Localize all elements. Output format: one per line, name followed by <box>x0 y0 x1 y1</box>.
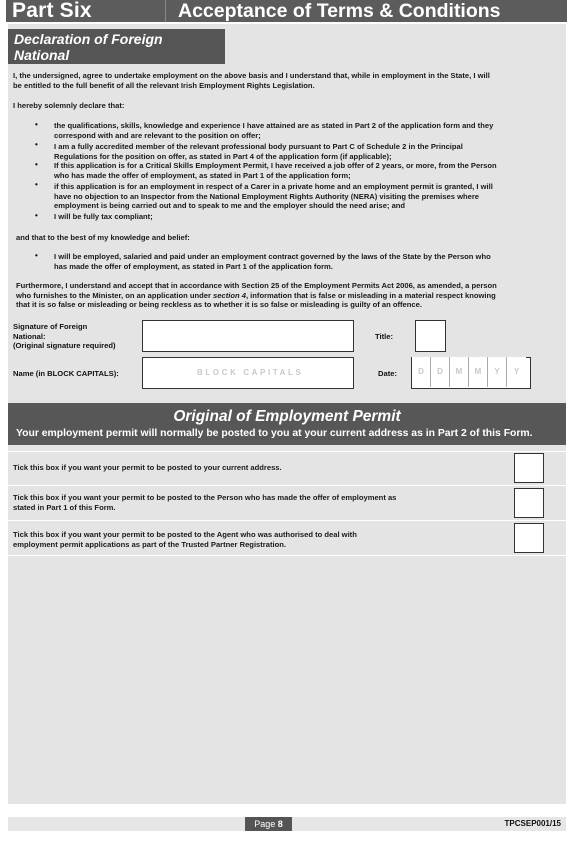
signature-label-line: Signature of Foreign <box>13 322 88 331</box>
further-emphasis: section 4 <box>213 290 246 300</box>
page-word: Page <box>254 819 276 829</box>
further-text: , information that is false or misleading in a material respect knowing <box>245 290 496 300</box>
signature-field[interactable] <box>142 320 354 352</box>
bullet-marker: • <box>35 120 38 129</box>
declaration-intro <box>13 71 490 90</box>
bullet-marker: • <box>35 211 38 220</box>
permit-option-checkbox-employer[interactable] <box>514 488 544 518</box>
divider <box>8 485 566 486</box>
intro-line: be entitled to the full benefit of all the relevant Irish Employment Rights Legislation. <box>13 80 315 90</box>
bullet-line: I will be employed, salaried and paid under an employment contract governed by the laws of the State by the Person who <box>54 252 491 261</box>
page-number <box>245 817 292 831</box>
permit-option-text: Tick this box if you want your permit to be posted to your current address. <box>13 463 282 472</box>
signature-label <box>13 322 116 351</box>
bullet-line: have no objection to an Inspector from the National Employment Rights Authority (NERA) visiting the premises where <box>54 191 480 201</box>
name-placeholder: BLOCK CAPITALS <box>197 368 304 377</box>
title-field[interactable] <box>415 320 446 352</box>
bullet-line: has made the offer of employment, as stated in Part 1 of the application form. <box>54 261 333 271</box>
bullet-line: who has made the offer of employment, as stated in Part 1 of the application form; <box>54 170 351 180</box>
bullet-marker: • <box>35 140 38 149</box>
further-line: Furthermore, I understand and accept that in accordance with Section 25 of the Employment Permits Act 2006, as amended, a person <box>16 281 497 290</box>
permit-title: Original of Employment Permit <box>173 408 401 425</box>
date-cell-day[interactable]: D <box>412 357 431 387</box>
knowledge-statement: and that to the best of my knowledge and belief: <box>16 233 190 242</box>
bullet-marker: • <box>35 251 38 260</box>
bullet-item <box>54 142 463 161</box>
date-cell-year[interactable]: Y <box>488 357 507 387</box>
bullet-item <box>54 121 493 140</box>
permit-option-text <box>13 493 396 512</box>
part-label: Part Six <box>12 0 92 22</box>
permit-subtitle: Your employment permit will normally be posted to you at your current address as in Part 2 of this Form. <box>16 428 533 439</box>
date-label: Date: <box>378 369 397 378</box>
header-divider <box>165 0 166 22</box>
permit-option-checkbox-current-address[interactable] <box>514 453 544 483</box>
date-cell-year[interactable]: Y <box>507 357 526 387</box>
permit-option-checkbox-agent[interactable] <box>514 523 544 553</box>
further-line: that it is so false or misleading or being reckless as to whether it is so false or misleading is guilty of an offence. <box>16 300 422 309</box>
bullet-item: I will be fully tax compliant; <box>54 212 153 221</box>
intro-line: I, the undersigned, agree to undertake employment on the above basis and I understand that, while in employment in the State, I will <box>13 71 490 80</box>
solemn-declaration: I hereby solemnly declare that: <box>13 101 125 110</box>
bullet-marker: • <box>35 180 38 189</box>
bullet-item <box>54 182 493 211</box>
permit-option-line: stated in Part 1 of this Form. <box>13 502 116 512</box>
further-text: who furnishes to the Minister, on an application under <box>16 290 214 300</box>
bullet-item <box>54 161 497 180</box>
date-cell-month[interactable]: M <box>469 357 488 387</box>
page-title: Acceptance of Terms & Conditions <box>178 0 501 22</box>
title-label: Title: <box>375 332 394 341</box>
further-statement <box>16 281 497 310</box>
declaration-heading-line1: Declaration of Foreign <box>14 31 163 47</box>
further-line <box>16 291 497 301</box>
bullet-line: correspond with and are relevant to the position on offer; <box>54 130 261 140</box>
divider <box>8 520 566 521</box>
bullet-line: employment is being carried out and to speak to me and the employer should the need arise; and <box>54 201 406 210</box>
bullet-line: I am a fully accredited member of the relevant professional body pursuant to Part C of Schedule 2 in the Principal <box>54 142 463 151</box>
permit-option-line: Tick this box if you want your permit to be posted to the Agent who was authorised to deal with <box>13 530 357 539</box>
permit-option-line: Tick this box if you want your permit to be posted to the Person who has made the offer of employment as <box>13 493 397 502</box>
bullet-line: If this application is for a Critical Skills Employment Permit, I have received a job offer of 2 years, or more, from the Person <box>54 161 497 170</box>
declaration-heading-line2: National <box>14 47 70 63</box>
page-number-value: 8 <box>277 819 283 829</box>
permit-option-line: employment permit applications as part of the Trusted Partner Registration. <box>13 539 287 549</box>
date-cell-day[interactable]: D <box>431 357 450 387</box>
permit-section-header <box>8 403 566 445</box>
divider <box>8 555 566 556</box>
bullet-line: Regulations for the position on offer, as stated in Part 4 of the application form (if applicable); <box>54 151 392 161</box>
bullet-line: the qualifications, skills, knowledge and experience I have attained are as stated in Part 2 of the application form and they <box>54 121 494 130</box>
signature-label-line: (Original signature required) <box>13 341 116 351</box>
permit-option-text <box>13 530 357 549</box>
bullet-line: if this application is for an employment in respect of a Carer in a private home and an employment permit is granted, I will <box>54 182 493 191</box>
bullet-marker: • <box>35 160 38 169</box>
bullet-item <box>54 252 491 271</box>
declaration-heading <box>8 29 225 64</box>
name-label: Name (in BLOCK CAPITALS): <box>13 369 119 378</box>
divider <box>8 451 566 452</box>
signature-label-line: National: <box>13 331 46 341</box>
date-cell-month[interactable]: M <box>450 357 469 387</box>
form-code: TPCSEP001/15 <box>504 819 561 828</box>
